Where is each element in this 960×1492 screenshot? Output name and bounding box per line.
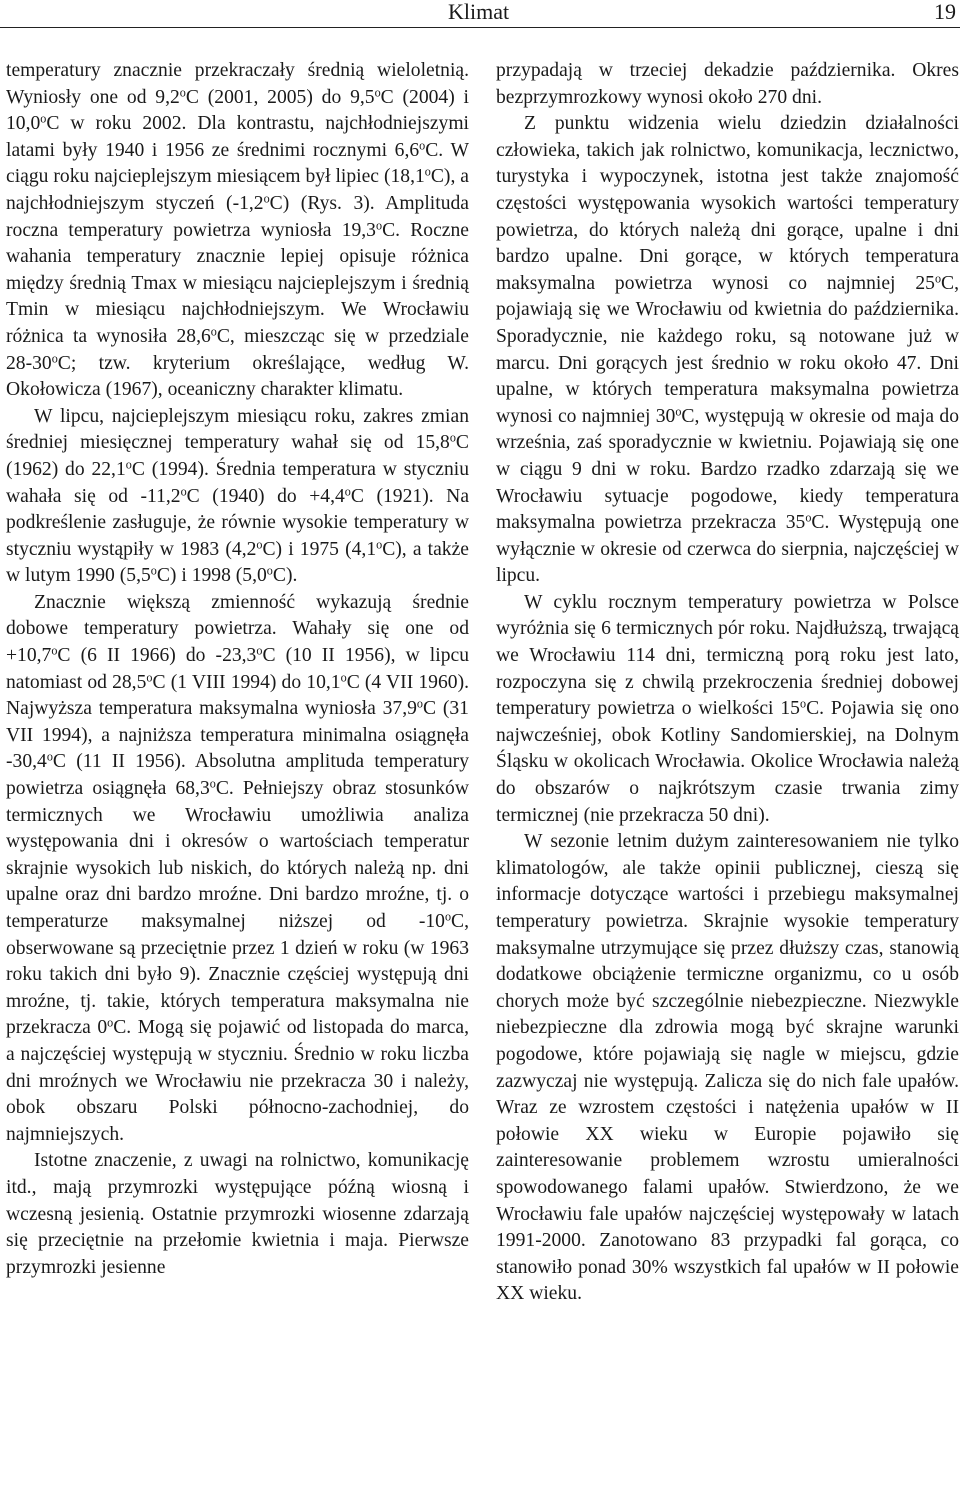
paragraph [6, 58, 469, 404]
text-segment: Znacznie większą zmienność wykazują średnie dobowe temperatury powietrza. Wahały się one od +10,7 [6, 591, 469, 667]
degree-superscript: o [210, 324, 217, 339]
degree-superscript: o [934, 271, 942, 286]
degree-superscript: o [799, 696, 807, 711]
text-segment: C (11 II 1956). Absolutna amplituda temperatury powietrza osiągnęła 68,3 [6, 751, 469, 800]
paragraph [496, 590, 959, 829]
text-segment: W lipcu, najcieplejszym miesiącu roku, zakres zmian średniej miesięcznej temperatury wahał się od 15,8 [6, 405, 469, 454]
text-segment: C; tzw. kryterium określające, według W. Okołowicza (1967), oceaniczny charakter klimatu. [6, 352, 469, 401]
degree-superscript: o [344, 483, 351, 498]
degree-superscript: o [266, 563, 273, 578]
text-segment: Z punktu widzenia wielu dziedzin działalności człowieka, takich jak rolnictwo, komunikacja, lecznictwo, turystyka i wypoczynek, istotna jest także znajomość częstości występowania wysokich wartości temperatury powietrza, do których należą dni gorące, upalne i dni bardzo upalne. Dni gorące, w których temperatura maksymalna powietrza wynosi co najmniej 25 [496, 113, 959, 294]
paragraph [6, 404, 469, 590]
text-segment: C, występują w okresie od maja do września, zaś sporadycznie w kwietniu. Pojawiają się one w ciągu 9 dni w roku. Bardzo rzadko zdarzają się we Wrocławiu sytuacje pogodowe, kiedy temperatura maksymalna powietrza przekracza 35 [496, 405, 959, 534]
degree-superscript: o [256, 643, 263, 658]
degree-superscript: o [46, 749, 53, 764]
header-rule [0, 27, 960, 28]
text-segment: C (1940) do +4,4 [186, 485, 345, 507]
degree-superscript: o [416, 696, 423, 711]
text-segment: C (10 II 1956), w lipcu natomiast od 28,5 [6, 645, 469, 693]
text-segment: C (2004) i 10,0 [6, 86, 469, 135]
degree-superscript: o [256, 537, 263, 552]
text-segment: C. W ciągu roku najcieplejszym miesiącem był lipiec (18,1 [6, 139, 469, 188]
degree-superscript: o [374, 84, 381, 99]
text-segment: C (31 VII 1994), a najniższa temperatura minimalna osiągnęła -30,4 [6, 698, 469, 773]
text-segment: C, mieszcząc się w przedziale 28-30 [6, 325, 469, 374]
degree-superscript: o [40, 111, 47, 126]
text-segment: C) (Rys. 3). Amplituda roczna temperatury powietrza wyniosła 19,3 [6, 192, 469, 241]
degree-superscript: o [444, 909, 452, 924]
text-segment: C. Pojawia się ono najwcześniej, obok Kotliny Sandomierskiej, na Dolnym Śląsku w okolicach Wrocławia. Okolice Wrocławia należą do obszarów o najkrótszym czasie trwania zimy termicznej (nie przekracza 50 dni). [496, 698, 959, 826]
text-segment: C (2001, 2005) do 9,5 [185, 86, 375, 108]
chapter-title: Klimat [448, 0, 510, 24]
paragraph: przypadają w trzeciej dekadzie października. Okres bezprzymrozkowy wynosi około 270 dni. [496, 60, 959, 108]
degree-superscript: o [150, 563, 157, 578]
text-segment: C (6 II 1966) do -23,3 [57, 645, 257, 667]
text-segment: W cyklu rocznym temperatury powietrza w Polsce wyróżnia się 6 termicznych pór roku. Najdłuższą, trwającą we Wrocławiu 114 dni, termiczną porą roku jest lato, rozpoczyna się z chwilą przekroczenia średniej dobowej temperatury powietrza o wielkości 15 [496, 591, 959, 720]
degree-superscript: o [180, 483, 187, 498]
running-header [0, 0, 960, 30]
degree-superscript: o [805, 510, 812, 525]
text-segment: C, obserwowane są przeciętnie przez 1 dzień w roku (w 1963 roku takich dni było 9). Znacznie częściej występują dni mroźne, tj. takie, których temperatura maksymalna nie przekracza 0 [6, 911, 469, 1039]
page-number: 19 [934, 0, 956, 24]
paragraph: Istotne znaczenie, z uwagi na rolnictwo, komunikację itd., mają przymrozki występujące późną wiosną i wczesną jesienią. Ostatnie przymrozki wiosenne zdarzają się przeciętnie na przełomie kwietnia i maja. Pierwsze przymrozki jesienne [6, 1150, 469, 1278]
paragraph: W sezonie letnim dużym zainteresowaniem nie tylko klimatologów, ale także opinii publicznej, cieszą się informacje dotyczące wartości i przebiegu maksymalnej temperatury powietrza. Skrajnie wysokie temperatury maksymalne utrzymujące się przez dłuższy czas, stanowią dodatkowe obciążenie termiczne organizmu, co u osób chorych może być szczególnie niebezpieczne. Niezwykle niebezpieczne dla zdrowia mogą być skrajne warunki pogodowe, które pojawiają się nagle w miejscu, gdzie zazwyczaj nie występują. Zalicza się do nich fale upałów. Wraz ze wzrostem częstości i natężenia upałów w II połowie XX wieku w Europie pojawiło się zainteresowanie problemem wzrostu umieralności spowodowanego falami upałów. Stwierdzono, że we Wrocławiu fale upałów najczęściej występowały w latach 1991-2000. Zanotowano 83 przypadki fal gorąca, co stanowiło ponad 30% wszystkich fal upałów w II połowie XX wieku. [496, 831, 959, 1305]
degree-superscript: o [419, 138, 426, 153]
paragraph [6, 590, 469, 1148]
degree-superscript: o [675, 404, 682, 419]
text-segment: C w roku 2002. Dla kontrastu, najchłodniejszymi latami były 1940 i 1956 ze średnimi rocznymi 6,6 [6, 113, 469, 161]
right-column [496, 58, 959, 1308]
degree-superscript: o [146, 669, 153, 684]
degree-superscript: o [340, 669, 347, 684]
text-segment: C) i 1998 (5,0 [156, 565, 267, 587]
text-segment: C. Pełniejszy obraz stosunków termicznych we Wrocławiu umożliwia analiza występowania dni i okresów o wartościach temperatur skrajnie wysokich lub niskich, do których należą np. dni upalne oraz dni bardzo mroźne. Dni bardzo mroźne, tj. o temperaturze maksymalnej niższej od -10 [6, 778, 469, 932]
degree-superscript: o [424, 164, 431, 179]
degree-superscript: o [449, 430, 456, 445]
text-segment: C. Występują one wyłącznie w okresie od czerwca do sierpnia, najczęściej w lipcu. [496, 512, 959, 587]
text-segment: C (1 VIII 1994) do 10,1 [152, 671, 341, 693]
text-segment: C. Mogą się pojawić od listopada do marca, a najczęściej występują w styczniu. Średnio w roku liczba dni mroźnych we Wrocławiu nie przekracza 30 i należy, obok obszaru Polski północno-zachodniej, do najmniejszych. [6, 1017, 469, 1145]
text-segment: C), a także w lutym 1990 (5,5 [6, 538, 469, 587]
degree-superscript: o [125, 457, 132, 472]
text-segment: temperatury znacznie przekraczały średnią wieloletnią. Wyniosły one od 9,2 [6, 60, 469, 108]
left-column [6, 58, 469, 1281]
text-segment: C). [272, 565, 298, 587]
text-segment: C), a najchłodniejszym styczeń (-1,2 [6, 166, 470, 214]
text-segment: C (1921). Na podkreślenie zasługuje, że równie wysokie temperatury w styczniu wystąpiły w 1983 (4,2 [6, 485, 470, 560]
degree-superscript: o [107, 1015, 114, 1030]
text-segment: C) i 1975 (4,1 [262, 538, 377, 560]
degree-superscript: o [263, 191, 270, 206]
degree-superscript: o [376, 537, 383, 552]
degree-superscript: o [51, 350, 58, 365]
text-segment: C (4 VII 1960). Najwyższa temperatura maksymalna wyniosła 37,9 [6, 671, 469, 720]
degree-superscript: o [375, 217, 383, 232]
text-segment: C. Roczne wahania temperatury znacznie lepiej opisuje różnica między średnią Tmax w miesiącu najcieplejszym i średnią Tmin w miesiącu najchłodniejszym. We Wrocławiu różnica ta wynosiła 28,6 [6, 219, 469, 347]
degree-superscript: o [179, 84, 186, 99]
text-segment: C (1962) do 22,1 [6, 432, 469, 480]
degree-superscript: o [51, 643, 58, 658]
degree-superscript: o [209, 776, 216, 791]
text-segment: C (1994). Średnia temperatura w styczniu wahała się od -11,2 [6, 458, 469, 507]
text-segment: C, pojawiają się we Wrocławiu od kwietnia do października. Sporadycznie, nie każdego roku, są notowane już w marcu. Dni gorących jest średnio w roku około 47. Dni upalne, w których temperatura maksymalna powietrza wynosi co najmniej 30 [496, 272, 959, 427]
paragraph [496, 111, 959, 590]
